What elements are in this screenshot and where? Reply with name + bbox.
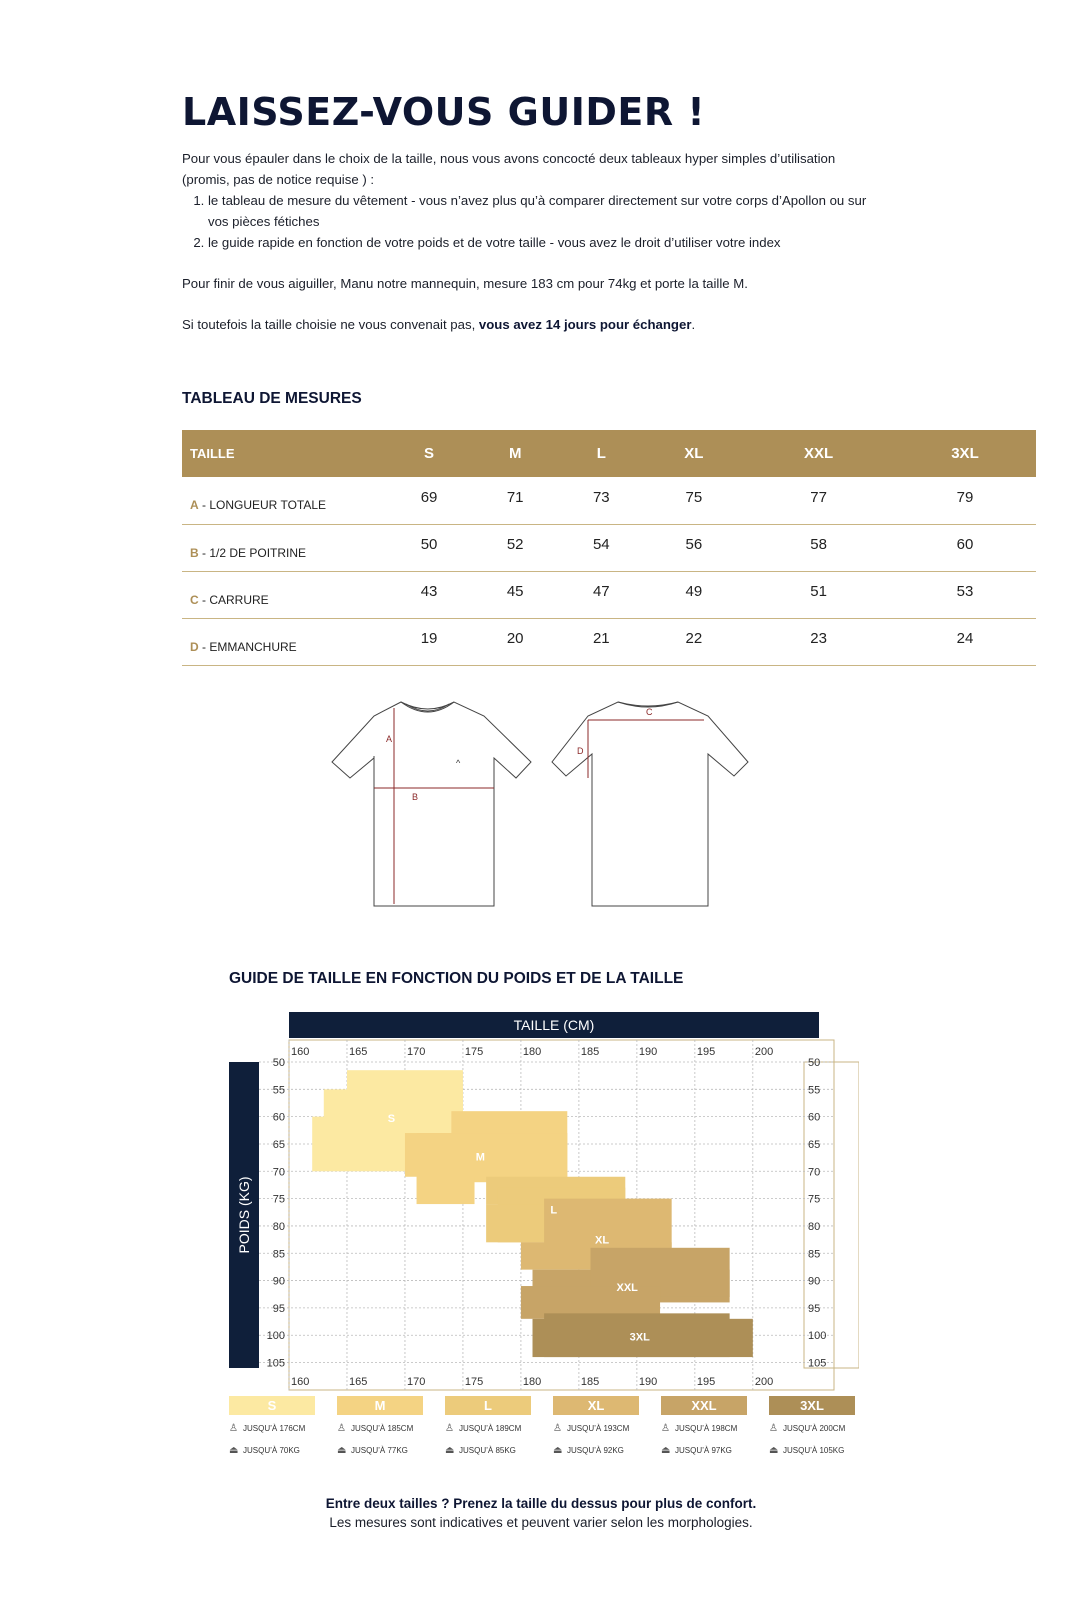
y-tick-right: 105	[808, 1357, 827, 1370]
y-tick-right: 95	[808, 1302, 821, 1315]
legend-height: JUSQU’À 189CM	[459, 1424, 522, 1433]
label-a: A	[386, 734, 393, 744]
legend-size: XXL	[661, 1396, 747, 1415]
measure-value: 54	[558, 524, 644, 571]
measure-value: 24	[894, 618, 1036, 665]
legend-weight: JUSQU’À 70KG	[243, 1446, 300, 1455]
measure-value: 43	[386, 571, 472, 618]
label-b: B	[412, 792, 419, 802]
legend-height-row	[337, 1421, 423, 1437]
y-tick-right: 100	[808, 1330, 827, 1343]
legend-height: JUSQU’À 185CM	[351, 1424, 414, 1433]
y-tick-left: 85	[272, 1248, 285, 1261]
weight-icon: ⏏	[661, 1445, 671, 1456]
table-header-size: L	[558, 430, 644, 477]
table-header-row	[182, 430, 1036, 477]
person-icon: ♙	[553, 1423, 562, 1434]
legend-weight-row	[661, 1443, 747, 1459]
tshirt-front	[332, 702, 531, 906]
x-tick-top: 160	[291, 1046, 310, 1058]
weight-icon: ⏏	[769, 1445, 779, 1456]
measure-value: 71	[472, 477, 558, 524]
legend-weight: JUSQU’À 97KG	[675, 1446, 732, 1455]
measure-value: 23	[743, 618, 894, 665]
y-tick-right: 60	[808, 1111, 821, 1124]
measure-name: - EMMANCHURE	[198, 639, 297, 654]
legend-height-row	[445, 1421, 531, 1437]
legend-weight-row	[445, 1443, 531, 1459]
table-row	[182, 571, 1036, 618]
person-icon: ♙	[661, 1423, 670, 1434]
measure-value: 50	[386, 524, 472, 571]
x-tick-top: 200	[754, 1046, 774, 1058]
measure-letter: D	[190, 639, 199, 654]
table-header-size: XXL	[743, 430, 894, 477]
person-icon: ♙	[769, 1423, 778, 1434]
zone-label: S	[387, 1113, 396, 1126]
table-header-size: M	[472, 430, 558, 477]
y-tick-right: 70	[808, 1166, 821, 1179]
x-tick-bottom: 185	[580, 1376, 600, 1388]
measure-label	[182, 618, 386, 665]
measure-value: 77	[743, 477, 894, 524]
legend-size: S	[229, 1396, 315, 1415]
measurements-heading: TABLEAU DE MESURES	[182, 390, 362, 407]
y-tick-left: 90	[272, 1275, 285, 1288]
zone-label: XL	[595, 1234, 610, 1247]
y-tick-right: 50	[808, 1057, 821, 1069]
x-tick-bottom: 170	[406, 1376, 426, 1388]
exchange-text: Si toutefois la taille choisie ne vous convenait pas,	[182, 317, 479, 332]
legend-weight-row	[553, 1443, 639, 1459]
y-axis-label: POIDS (KG)	[236, 1176, 252, 1254]
right-axis-frame	[804, 1062, 859, 1368]
x-tick-bottom: 175	[464, 1376, 484, 1388]
label-d: D	[577, 746, 584, 756]
measure-letter: A	[190, 498, 199, 513]
y-tick-left: 75	[272, 1193, 285, 1206]
y-tick-left: 105	[266, 1357, 285, 1370]
measure-value: 49	[644, 571, 743, 618]
measure-value: 73	[558, 477, 644, 524]
exchange-bold: vous avez 14 jours pour échanger	[478, 317, 692, 332]
measure-value: 60	[894, 524, 1036, 571]
x-tick-bottom: 160	[291, 1376, 310, 1388]
weight-icon: ⏏	[445, 1445, 455, 1456]
y-tick-left: 70	[272, 1166, 285, 1179]
x-tick-top: 180	[522, 1046, 542, 1058]
x-tick-top: 190	[638, 1046, 658, 1058]
person-icon: ♙	[445, 1423, 454, 1434]
intro-list-item: 1. le tableau de mesure du vêtement - vous n’avez plus qu’à comparer directement sur votre corps d’Apollon ou sur vos pièces fétiches	[208, 190, 882, 232]
x-tick-top: 175	[464, 1046, 484, 1058]
legend-weight-row	[337, 1443, 423, 1459]
size-legend	[229, 1396, 869, 1476]
x-tick-bottom: 165	[348, 1376, 368, 1388]
model-info: Pour finir de vous aiguiller, Manu notre mannequin, mesure 183 cm pour 74kg et porte la taille M.	[182, 276, 748, 291]
tshirt-diagram	[326, 696, 756, 911]
legend-item	[661, 1396, 747, 1459]
legend-weight: JUSQU’À 77KG	[351, 1446, 408, 1455]
person-icon: ♙	[337, 1423, 346, 1434]
legend-item	[769, 1396, 855, 1459]
label-c: C	[646, 707, 653, 717]
measure-letter: B	[190, 545, 199, 560]
x-tick-bottom: 180	[522, 1376, 542, 1388]
measure-value: 45	[472, 571, 558, 618]
measure-value: 47	[558, 571, 644, 618]
measure-value: 21	[558, 618, 644, 665]
footer-disclaimer: Les mesures sont indicatives et peuvent varier selon les morphologies.	[329, 1515, 753, 1530]
legend-weight: JUSQU’À 105KG	[783, 1446, 845, 1455]
measure-name: - 1/2 DE POITRINE	[198, 545, 307, 560]
legend-height-row	[553, 1421, 639, 1437]
exchange-info	[182, 314, 882, 335]
y-tick-left: 60	[272, 1111, 285, 1124]
zone-label: XXL	[616, 1281, 638, 1294]
table-row	[182, 524, 1036, 571]
weight-icon: ⏏	[337, 1445, 347, 1456]
measure-value: 19	[386, 618, 472, 665]
legend-size: L	[445, 1396, 531, 1415]
legend-height: JUSQU’À 193CM	[567, 1424, 630, 1433]
size-chart	[229, 1012, 859, 1452]
weight-icon: ⏏	[553, 1445, 563, 1456]
legend-height-row	[769, 1421, 855, 1437]
legend-weight: JUSQU’À 92KG	[567, 1446, 624, 1455]
legend-weight: JUSQU’À 85KG	[459, 1446, 516, 1455]
measure-letter: C	[190, 592, 199, 607]
intro-list-item: 2. le guide rapide en fonction de votre poids et de votre taille - vous avez le droit d’utiliser votre index	[208, 232, 882, 253]
size-zone-m	[405, 1133, 567, 1177]
y-tick-left: 55	[272, 1084, 285, 1097]
y-tick-right: 90	[808, 1275, 821, 1288]
exchange-end: .	[691, 317, 696, 332]
table-header-label: TAILLE	[182, 430, 386, 477]
intro-paragraph: Pour vous épauler dans le choix de la taille, nous vous avons concocté deux tableaux hyper simples d’utilisation (promis, pas de notice requise ) :	[182, 151, 836, 187]
measure-name: - LONGUEUR TOTALE	[198, 498, 327, 513]
y-tick-left: 80	[272, 1220, 285, 1233]
y-tick-right: 80	[808, 1220, 821, 1233]
legend-height-row	[661, 1421, 747, 1437]
intro-text	[182, 148, 882, 335]
table-header-size: XL	[644, 430, 743, 477]
table-row	[182, 618, 1036, 665]
legend-item	[445, 1396, 531, 1459]
measure-label	[182, 524, 386, 571]
legend-weight-row	[769, 1443, 855, 1459]
measure-value: 69	[386, 477, 472, 524]
legend-height: JUSQU’À 200CM	[783, 1424, 846, 1433]
legend-item	[337, 1396, 423, 1459]
measure-label	[182, 571, 386, 618]
legend-size: M	[337, 1396, 423, 1415]
y-tick-left: 50	[272, 1057, 285, 1069]
measure-value: 56	[644, 524, 743, 571]
measurements-table	[182, 430, 1036, 666]
table-header-size: 3XL	[894, 430, 1036, 477]
y-tick-right: 75	[808, 1193, 821, 1206]
x-axis-label: TAILLE (CM)	[513, 1017, 595, 1033]
tshirt-back	[552, 702, 748, 906]
legend-height-row	[229, 1421, 315, 1437]
measure-value: 52	[472, 524, 558, 571]
x-tick-top: 195	[696, 1046, 716, 1058]
measure-value: 79	[894, 477, 1036, 524]
measure-value: 22	[644, 618, 743, 665]
legend-item	[553, 1396, 639, 1459]
measure-label	[182, 477, 386, 524]
legend-size: XL	[553, 1396, 639, 1415]
legend-height: JUSQU’À 198CM	[675, 1424, 738, 1433]
legend-size: 3XL	[769, 1396, 855, 1415]
guide-heading: GUIDE DE TAILLE EN FONCTION DU POIDS ET DE LA TAILLE	[229, 970, 684, 987]
measure-name: - CARRURE	[198, 592, 269, 607]
y-tick-left: 100	[266, 1330, 285, 1343]
page-title: LAISSEZ-VOUS GUIDER !	[182, 90, 706, 134]
measure-value: 58	[743, 524, 894, 571]
y-tick-left: 95	[272, 1302, 285, 1315]
y-tick-right: 85	[808, 1248, 821, 1261]
x-tick-bottom: 195	[696, 1376, 716, 1388]
table-header-size: S	[386, 430, 472, 477]
x-tick-top: 170	[406, 1046, 426, 1058]
x-tick-bottom: 190	[638, 1376, 658, 1388]
y-tick-right: 55	[808, 1084, 821, 1097]
zone-label: L	[550, 1204, 558, 1217]
measure-value: 53	[894, 571, 1036, 618]
chest-marker: ^	[456, 758, 461, 768]
footer-tip: Entre deux tailles ? Prenez la taille du dessus pour plus de confort.	[325, 1496, 757, 1511]
measure-value: 75	[644, 477, 743, 524]
x-tick-top: 165	[348, 1046, 368, 1058]
legend-height: JUSQU’À 176CM	[243, 1424, 306, 1433]
measure-value: 51	[743, 571, 894, 618]
zone-label: 3XL	[629, 1331, 650, 1344]
x-tick-top: 185	[580, 1046, 600, 1058]
zone-label: M	[475, 1151, 485, 1164]
weight-icon: ⏏	[229, 1445, 239, 1456]
legend-weight-row	[229, 1443, 315, 1459]
person-icon: ♙	[229, 1423, 238, 1434]
y-tick-left: 65	[272, 1138, 285, 1151]
measure-value: 20	[472, 618, 558, 665]
legend-item	[229, 1396, 315, 1459]
y-tick-right: 65	[808, 1138, 821, 1151]
x-tick-bottom: 200	[754, 1376, 774, 1388]
intro-list	[208, 190, 882, 253]
table-row	[182, 477, 1036, 524]
